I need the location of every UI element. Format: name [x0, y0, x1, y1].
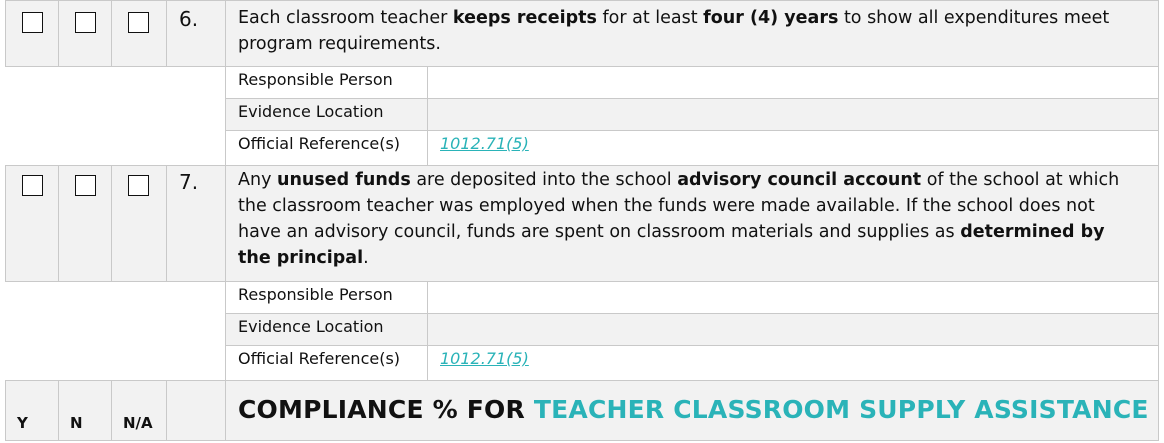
item6-responsible-label: Responsible Person [238, 70, 393, 89]
footer-y-label: Y [17, 414, 28, 432]
item7-seg-2: are deposited into the school [410, 170, 678, 190]
item6-seg-0: Each classroom teacher [238, 8, 453, 28]
item7-reference-link[interactable]: 1012.71(5) [440, 349, 529, 368]
item7-evidence-label: Evidence Location [238, 317, 384, 336]
item7-seg-3: advisory council account [677, 170, 922, 190]
item7-reference-label: Official Reference(s) [238, 349, 401, 368]
item6-number: 6. [179, 7, 199, 31]
item7-seg-5: determined by the principal [238, 222, 1105, 268]
item6-seg-2: for at least [596, 8, 704, 28]
item7-seg-1: unused funds [276, 170, 411, 190]
item6-requirement-text [238, 5, 1138, 57]
item7-responsible-value[interactable] [427, 281, 1159, 314]
item6-y-cell [5, 0, 59, 67]
item6-reference-link[interactable]: 1012.71(5) [440, 134, 529, 153]
item7-yes-checkbox[interactable] [22, 175, 43, 196]
item7-responsible-label: Responsible Person [238, 285, 393, 304]
compliance-title-plain: COMPLIANCE % FOR [238, 395, 534, 424]
item6-reference-value [427, 130, 1159, 166]
item6-seg-4: to show all expenditures meet program requirements. [238, 8, 1110, 54]
item6-na-checkbox[interactable] [128, 12, 149, 33]
item7-seg-0: Any [238, 170, 277, 190]
item6-reference-label: Official Reference(s) [238, 134, 401, 153]
footer-na-label: N/A [123, 414, 153, 432]
footer-n-cell [58, 380, 112, 441]
item7-na-checkbox[interactable] [128, 175, 149, 196]
compliance-title [238, 395, 1149, 424]
item6-no-checkbox[interactable] [75, 12, 96, 33]
item7-seg-6: . [363, 248, 369, 268]
item7-reference-value [427, 345, 1159, 381]
item7-seg-4: of the school at which the classroom teacher was employed when the funds were made available. If the school does not have an advisory council, funds are spent on classroom materials and supplies as [238, 170, 1120, 242]
item6-responsible-value[interactable] [427, 66, 1159, 99]
footer-n-label: N [70, 414, 83, 432]
compliance-title-accent: TEACHER CLASSROOM SUPPLY ASSISTANCE [533, 395, 1149, 424]
item6-seg-3: four (4) years [703, 8, 839, 28]
item7-requirement-text [238, 167, 1138, 271]
item6-n-cell [58, 0, 112, 67]
item7-evidence-value[interactable] [427, 313, 1159, 346]
item6-evidence-value[interactable] [427, 98, 1159, 131]
footer-blank-cell [166, 380, 226, 441]
item7-number: 7. [179, 170, 199, 194]
item6-na-cell [111, 0, 167, 67]
footer-y-cell [5, 380, 59, 441]
item7-no-checkbox[interactable] [75, 175, 96, 196]
item6-evidence-label: Evidence Location [238, 102, 384, 121]
item6-yes-checkbox[interactable] [22, 12, 43, 33]
item6-seg-1: keeps receipts [452, 8, 597, 28]
